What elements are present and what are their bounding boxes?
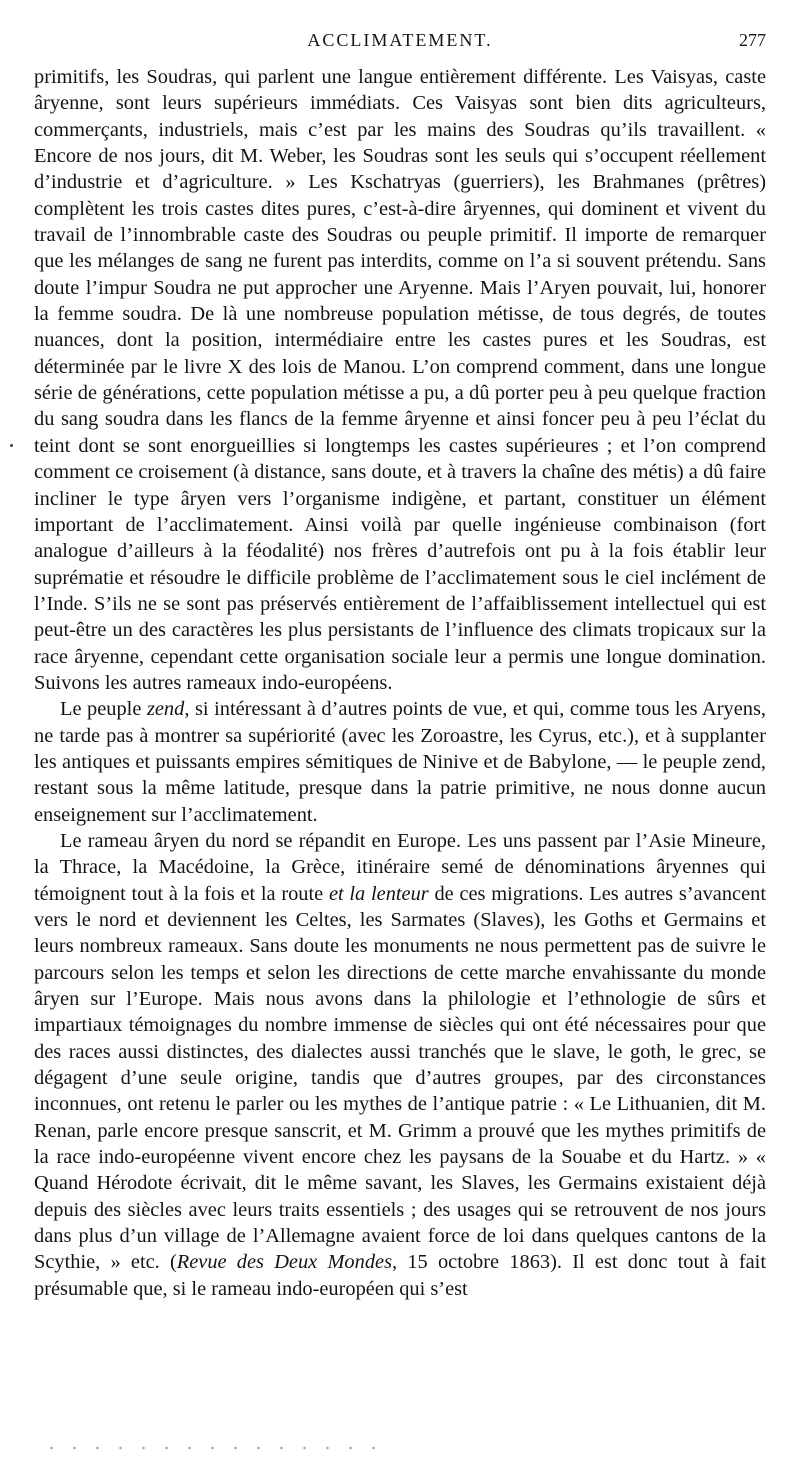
text-run: Le peuple [60,698,147,721]
book-page [34,30,766,1302]
bottom-specks [40,1446,380,1450]
paragraph-zend [34,696,766,828]
margin-speck [10,444,13,447]
italic-journal-title: Revue des Deux Mondes [176,1251,393,1274]
body-text [34,64,766,1302]
italic-phrase: et la lenteur [328,882,429,905]
running-head [34,30,766,56]
text-run: Le rameau âryen du nord se répandit en Europe. Les uns passent par l’Asie Mineure, la Thrace, la Macédoine, la Grèce, itinéraire semé de dénominations âryennes qui témoignent tout à la fois et la route [34,829,766,905]
text-run: , 15 octobre 1863). Il est donc tout à fait présumable que, si le rameau indo-européen qui s’est [34,1251,766,1300]
page-number: 277 [739,30,766,50]
paragraph-castes: primitifs, les Soudras, qui parlent une langue entièrement différente. Les Vaisyas, caste âryenne, sont leurs supérieurs immédiats. Ces Vaisyas sont bien dits agriculteurs, commerçants, industriels, mais c’est par les mains des Soudras qu’ils travaillent. « Encore de nos jours, dit M. Weber, les Soudras sont les seuls qui s’occupent réellement d’industrie et d’agriculture. » Les Kschatryas (guerriers), les Brahmanes (prêtres) complètent les trois castes dites pures, c’est-à-dire âryennes, qui dominent et vivent du travail de l’innombrable caste des Soudras ou peuple primitif. Il importe de remarquer que les mélanges de sang ne furent pas interdits, comme on l’a si souvent prétendu. Sans doute l’impur Soudra ne put approcher une Aryenne. Mais l’Aryen pouvait, lui, honorer la femme soudra. De là une nombreuse population métisse, de tous degrés, de toutes nuances, dont la position, intermédiaire entre les castes pures et les Soudras, est déterminée par le livre X des lois de Manou. L’on comprend comment, dans une longue série de générations, cette population métisse a pu, a dû porter peu à peu quelque fraction du sang soudra dans les flancs de la femme âryenne et ainsi foncer peu à peu l’éclat du teint dont se sont enorgueillies si longtemps les castes supérieures ; et l’on comprend comment ce croisement (à distance, sans doute, et à travers la chaîne des métis) a dû faire incliner le type âryen vers l’organisme indigène, et partant, constituer un élément important de l’acclimatement. Ainsi voilà par quelle ingénieuse combinaison (fort analogue d’ailleurs à la féodalité) nos frères d’autrefois ont pu à la fois établir leur suprématie et résoudre le difficile problème de l’acclimatement sous le ciel inclément de l’Inde. S’ils ne se sont pas préservés entièrement de l’affaiblissement intellectuel qui est peut-être un des caractères les plus persistants de l’influence des climats tropicaux sur la race âryenne, cependant cette organisation sociale leur a permis une longue domination. Suivons les autres rameaux indo-européens. [34,66,766,694]
text-run: de ces migrations. Les autres s’avancent vers le nord et deviennent les Celtes, les Sarmates (Slaves), les Goths et Germains et leurs nombreux rameaux. Sans doute les monuments ne nous permettent pas de suivre le parcours selon les temps et selon les directions de cette marche envahissante du monde âryen sur l’Europe. Mais nous avons dans la philologie et l’ethnologie de sûrs et impartiaux témoignages du nombre immense de siècles qui ont été nécessaires pour que des races aussi distinctes, des dialectes aussi tranchés que le slave, le goth, le grec, se dégagent d’une seule origine, tandis que d’autres groupes, par des circonstances inconnues, ont retenu le parler ou les mythes de l’antique patrie : « Le Lithuanien, dit M. Renan, parle encore presque sanscrit, et M. Grimm a prouvé que les mythes primitifs de la race indo-européenne vivent encore chez les paysans de la Souabe et du Hartz. » « Quand Hérodote écrivait, dit le même savant, les Slaves, les Germains existaient déjà depuis des siècles avec leurs traits essentiels ; des usages qui se retrouvent de nos jours dans plus d’un village de l’Allemagne avaient force de loi dans quelques cantons de la Scythie, » etc. ( [34,882,767,1274]
paragraph-northern-branch [34,828,766,1302]
running-title: ACCLIMATEMENT. [307,30,493,50]
italic-term: zend [146,698,185,721]
text-run: , si intéressant à d’autres points de vue, et qui, comme tous les Aryens, ne tarde pas à montrer sa supériorité (avec les Zoroastre, les Cyrus, etc.), et à supplanter les antiques et puissants empires sémitiques de Ninive et de Babylone, — le peuple zend, restant sous la même latitude, presque dans la patrie primitive, ne nous donne aucun enseignement sur l’acclimatement. [34,698,766,826]
